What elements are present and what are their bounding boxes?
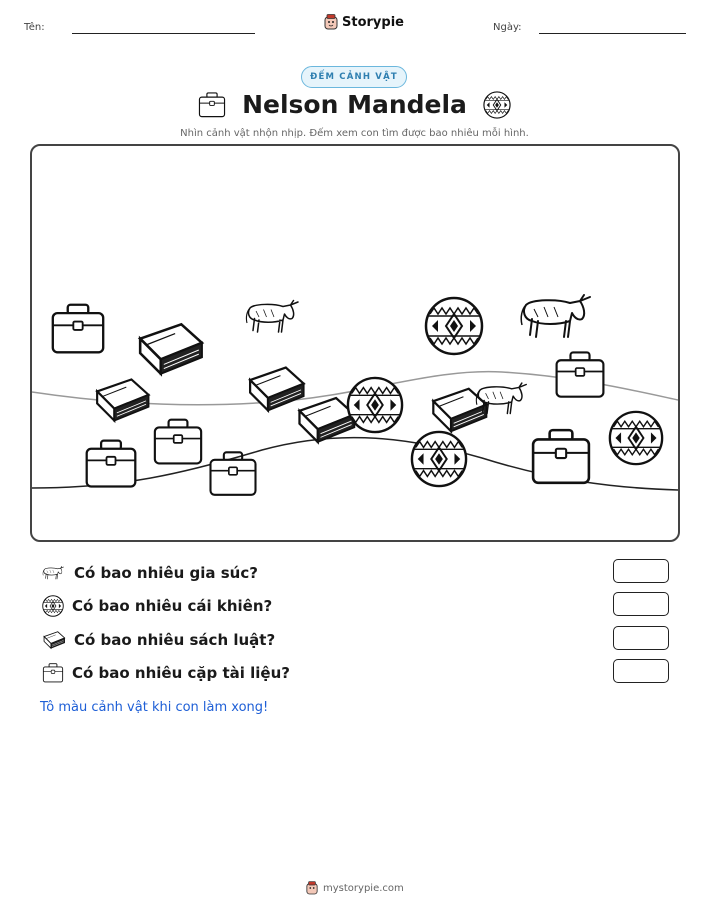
answer-box-shield[interactable] <box>613 592 669 616</box>
scene-briefcase <box>208 450 258 498</box>
scene-cattle <box>474 378 532 420</box>
cattle-icon <box>42 564 66 582</box>
scene-briefcase <box>152 418 204 466</box>
shield-icon <box>483 91 511 119</box>
scene-shield <box>346 376 404 434</box>
scene-shield <box>410 430 468 488</box>
scene-shield <box>608 410 664 466</box>
name-label: Tên: <box>24 22 45 33</box>
answer-box-briefcase[interactable] <box>613 659 669 683</box>
law-book-icon <box>42 630 66 650</box>
question-shield <box>42 595 272 617</box>
instructions: Nhìn cảnh vật nhộn nhịp. Đếm xem con tìm được bao nhiêu mỗi hình. <box>180 128 529 139</box>
activity-badge: ĐẾM CẢNH VẬT <box>301 66 407 88</box>
brand-name: Storypie <box>342 14 404 30</box>
question-text: Có bao nhiêu gia súc? <box>74 564 258 582</box>
mascot-icon <box>324 14 338 30</box>
scene-shield <box>424 296 484 356</box>
site-url[interactable]: mystorypie.com <box>323 882 404 894</box>
storypie-logo <box>324 14 404 30</box>
scene-briefcase <box>50 300 106 358</box>
date-label: Ngày: <box>493 22 522 33</box>
question-text: Có bao nhiêu cái khiên? <box>72 597 273 615</box>
name-line[interactable] <box>72 33 255 34</box>
question-cattle <box>42 562 258 584</box>
scene-law-book <box>92 376 152 424</box>
scene-law-book <box>134 320 206 378</box>
site-footer <box>306 881 404 895</box>
scene-cattle <box>518 290 598 344</box>
answer-box-cattle[interactable] <box>613 559 669 583</box>
title-text: Nelson Mandela <box>242 90 467 119</box>
scene-briefcase <box>530 428 592 486</box>
question-text: Có bao nhiêu sách luật? <box>74 631 276 649</box>
question-text: Có bao nhiêu cặp tài liệu? <box>72 664 290 682</box>
scene-cattle <box>244 296 304 338</box>
answer-box-law-book[interactable] <box>613 626 669 650</box>
shield-icon <box>42 595 64 617</box>
scene-briefcase <box>84 438 138 490</box>
counting-scene <box>30 144 680 542</box>
date-line[interactable] <box>539 33 686 34</box>
briefcase-icon <box>42 663 64 683</box>
mascot-icon <box>306 881 318 895</box>
question-law-book <box>42 629 275 651</box>
coloring-note: Tô màu cảnh vật khi con làm xong! <box>40 700 269 715</box>
scene-briefcase <box>554 346 606 404</box>
page-title <box>0 90 709 124</box>
question-briefcase <box>42 662 290 684</box>
briefcase-icon <box>198 92 226 118</box>
